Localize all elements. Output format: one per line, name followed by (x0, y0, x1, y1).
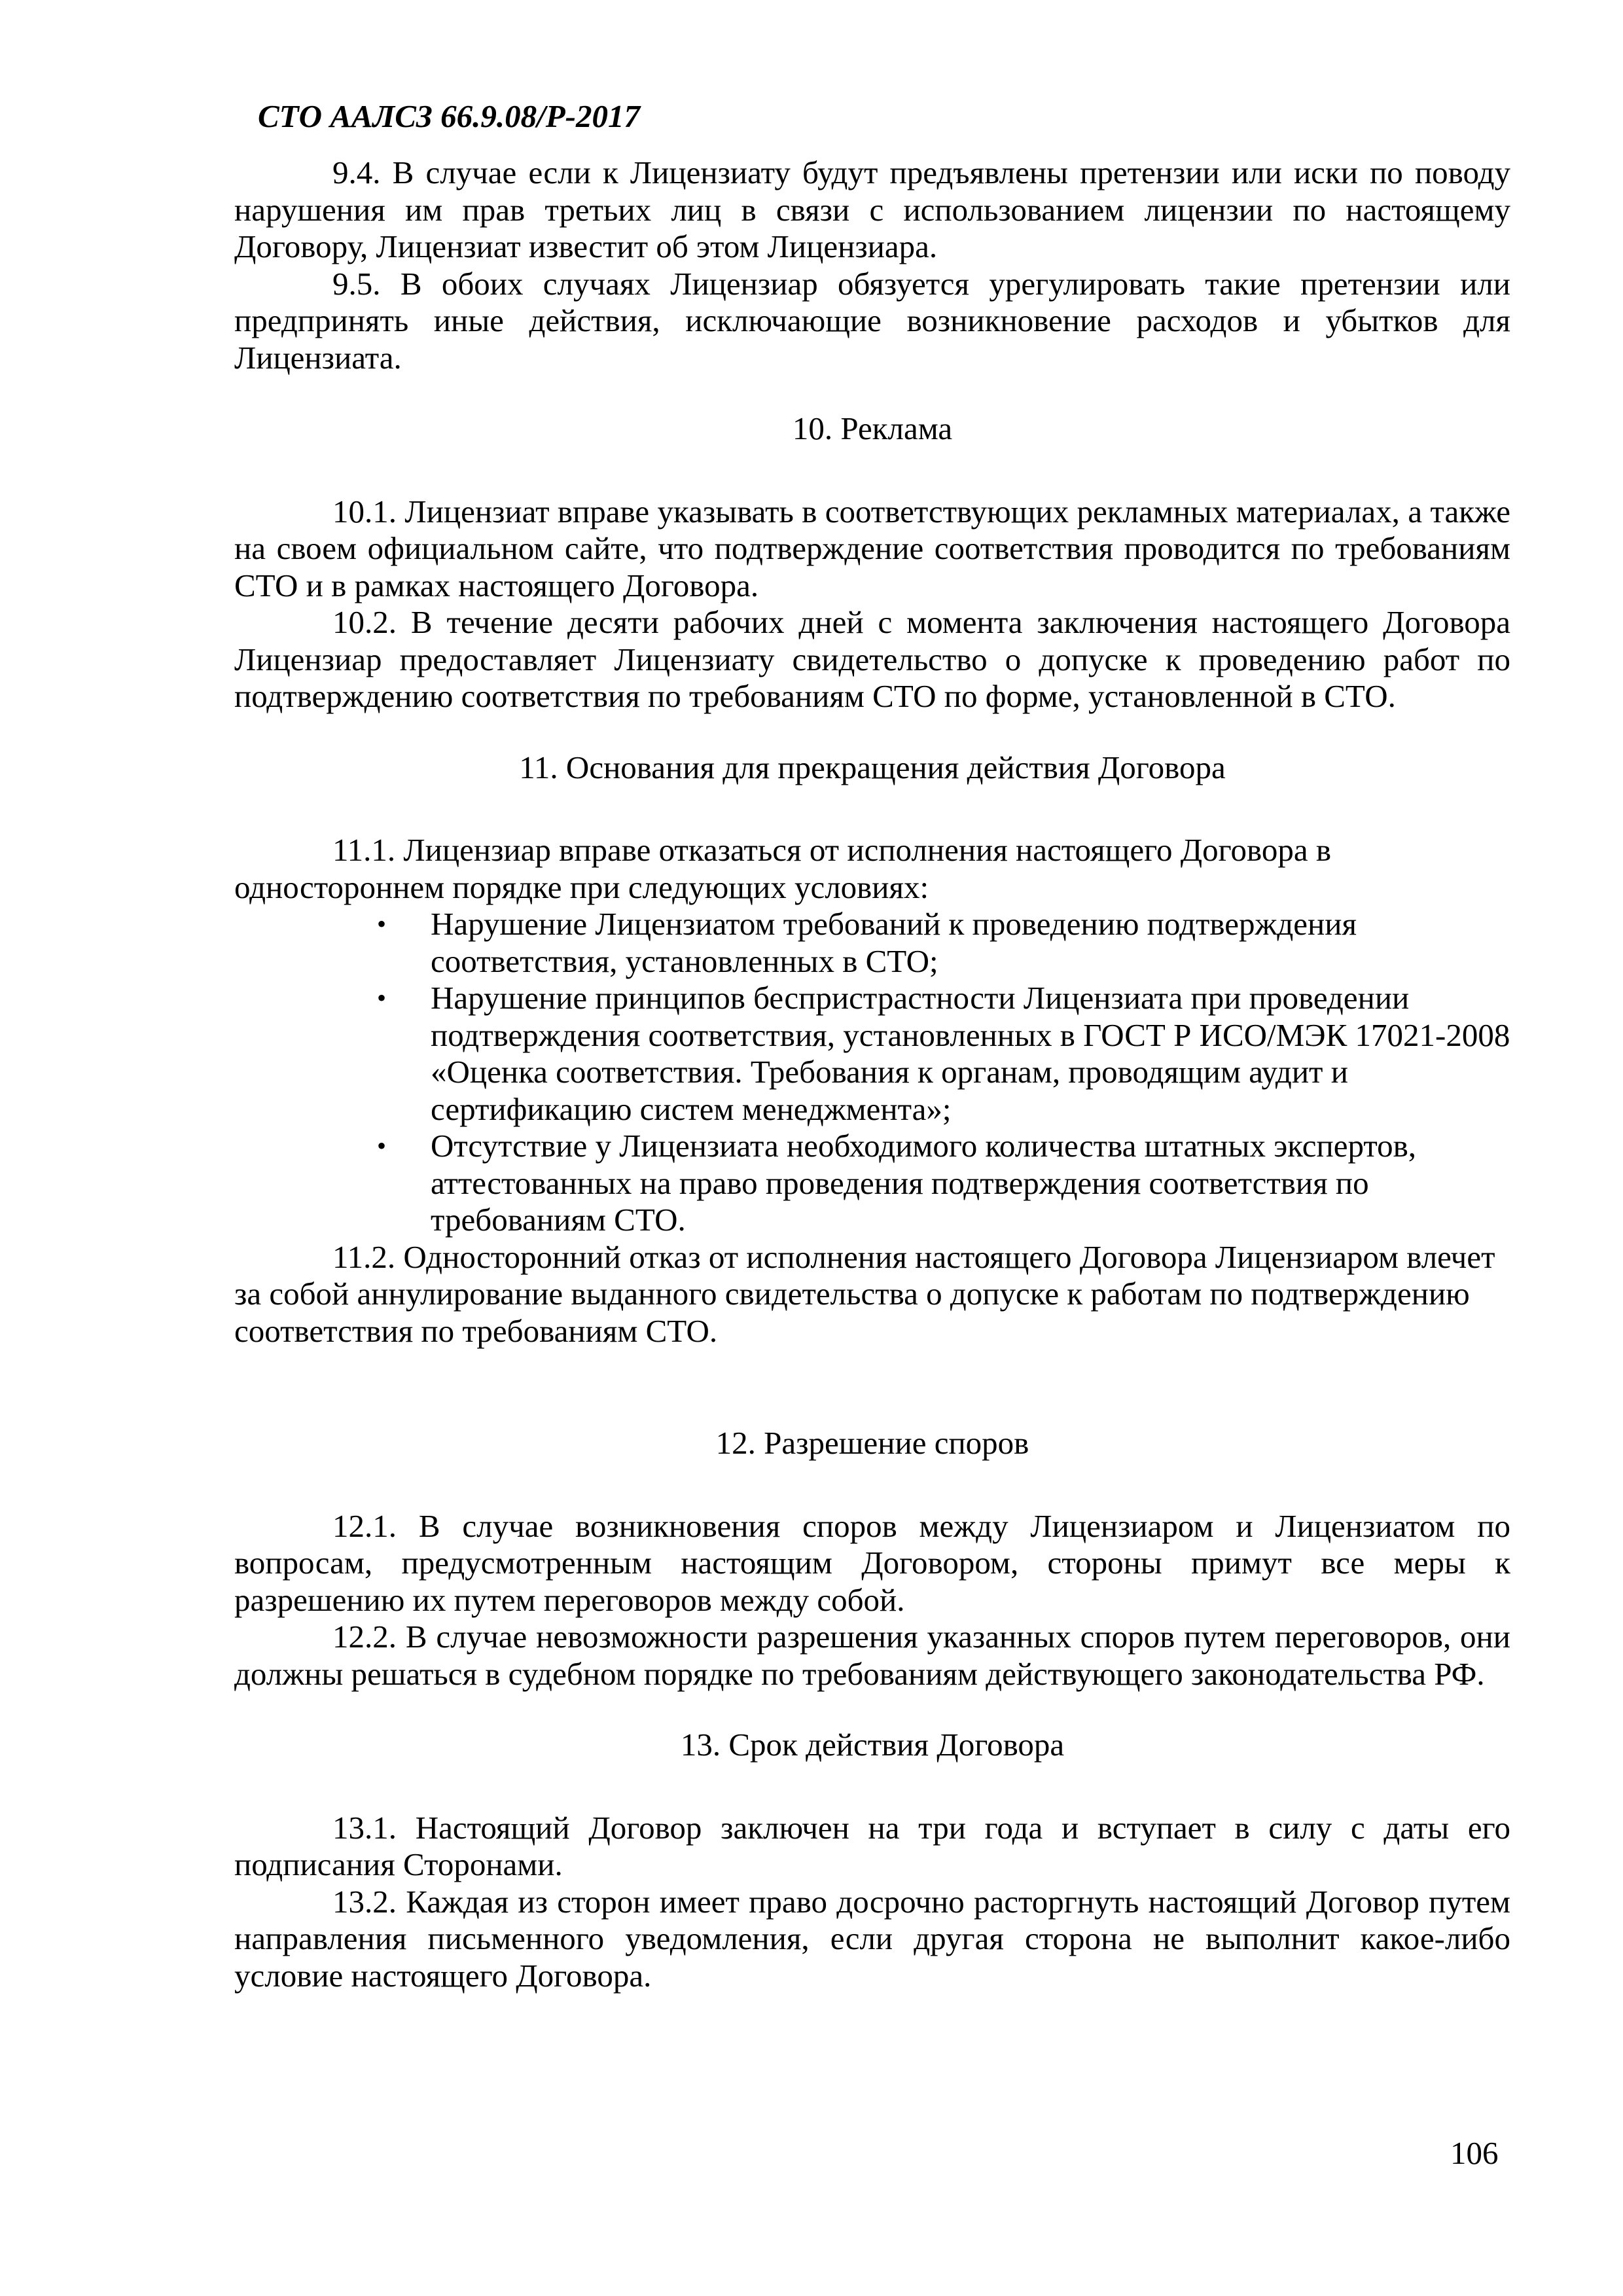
bullet-icon: • (377, 1131, 387, 1160)
list-item (234, 980, 1510, 1128)
section-title-11: 11. Основания для прекращения действия Договора (519, 749, 1226, 785)
paragraph-13-2: 13.2. Каждая из сторон имеет право досрочно расторгнуть настоящий Договор путем направления письменного уведомления, если другая сторона не выполнит какое-либо условие настоящего Договора. (234, 1883, 1510, 1994)
page-number: 106 (1450, 2135, 1499, 2171)
section-title-13: 13. Срок действия Договора (680, 1727, 1065, 1763)
bullet-icon: • (377, 909, 387, 939)
paragraph-9-4: 9.4. В случае если к Лицензиату будут предъявлены претензии или иски по поводу нарушения им прав третьих лиц в связи с использованием лицензии по настоящему Договору, Лицензиат известит об этом Лицензиара. (234, 154, 1510, 264)
paragraph-10-2: 10.2. В течение десяти рабочих дней с момента заключения настоящего Договора Лицензиар предоставляет Лицензиату свидетельство о допуске к проведению работ по подтверждению соответствия по требованиям СТО по форме, установленной в СТО. (234, 604, 1510, 714)
list-item-text: Отсутствие у Лицензиата необходимого количества штатных экспертов, аттестованных на право проведения подтверждения соответствия по требованиям СТО. (431, 1128, 1417, 1238)
paragraph-13-1: 13.1. Настоящий Договор заключен на три года и вступает в силу с даты его подписания Сторонами. (234, 1809, 1510, 1882)
bullet-icon: • (377, 983, 387, 1013)
paragraph-12-1: 12.1. В случае возникновения споров между Лицензиаром и Лицензиатом по вопросам, предусмотренным настоящим Договором, стороны примут все меры к разрешению их путем переговоров между собой. (234, 1507, 1510, 1618)
paragraph-11-1: 11.1. Лицензиар вправе отказаться от исполнения настоящего Договора в одностороннем порядке при следующих условиях: (234, 832, 1331, 905)
list-item (234, 1128, 1510, 1239)
list-item-text: Нарушение принципов беспристрастности Лицензиата при проведении подтверждения соответствия, установленных в ГОСТ Р ИСО/МЭК 17021-2008 «Оценка соответствия. Требования к органам, проводящим аудит и сертификацию систем менеджмента»; (431, 980, 1510, 1127)
paragraph-10-1: 10.1. Лицензиат вправе указывать в соответствующих рекламных материалах, а также на своем официальном сайте, что подтверждение соответствия проводится по требованиям СТО и в рамках настоящего Договора. (234, 493, 1510, 603)
section-title-10: 10. Реклама (792, 410, 953, 446)
paragraph-11-2: 11.2. Односторонний отказ от исполнения настоящего Договора Лицензиаром влечет за собой аннулирование выданного свидетельства о допуске к работам по подтверждению соответствия по требованиям СТО. (234, 1238, 1495, 1349)
paragraph-12-2: 12.2. В случае невозможности разрешения указанных споров путем переговоров, они должны решаться в судебном порядке по требованиям действующего законодательства РФ. (234, 1619, 1510, 1692)
list-item (234, 906, 1510, 980)
paragraph-9-5: 9.5. В обоих случаях Лицензиар обязуется урегулировать такие претензии или предпринять иные действия, исключающие возникновение расходов и убытков для Лицензиата. (234, 265, 1510, 376)
document-code-header: СТО ААЛСЗ 66.9.08/Р-2017 (258, 98, 640, 134)
section-title-12: 12. Разрешение споров (715, 1425, 1029, 1461)
document-body (234, 154, 1510, 1994)
list-item-text: Нарушение Лицензиатом требований к проведению подтверждения соответствия, установленных в СТО; (431, 906, 1357, 979)
termination-conditions-list (234, 906, 1510, 1239)
